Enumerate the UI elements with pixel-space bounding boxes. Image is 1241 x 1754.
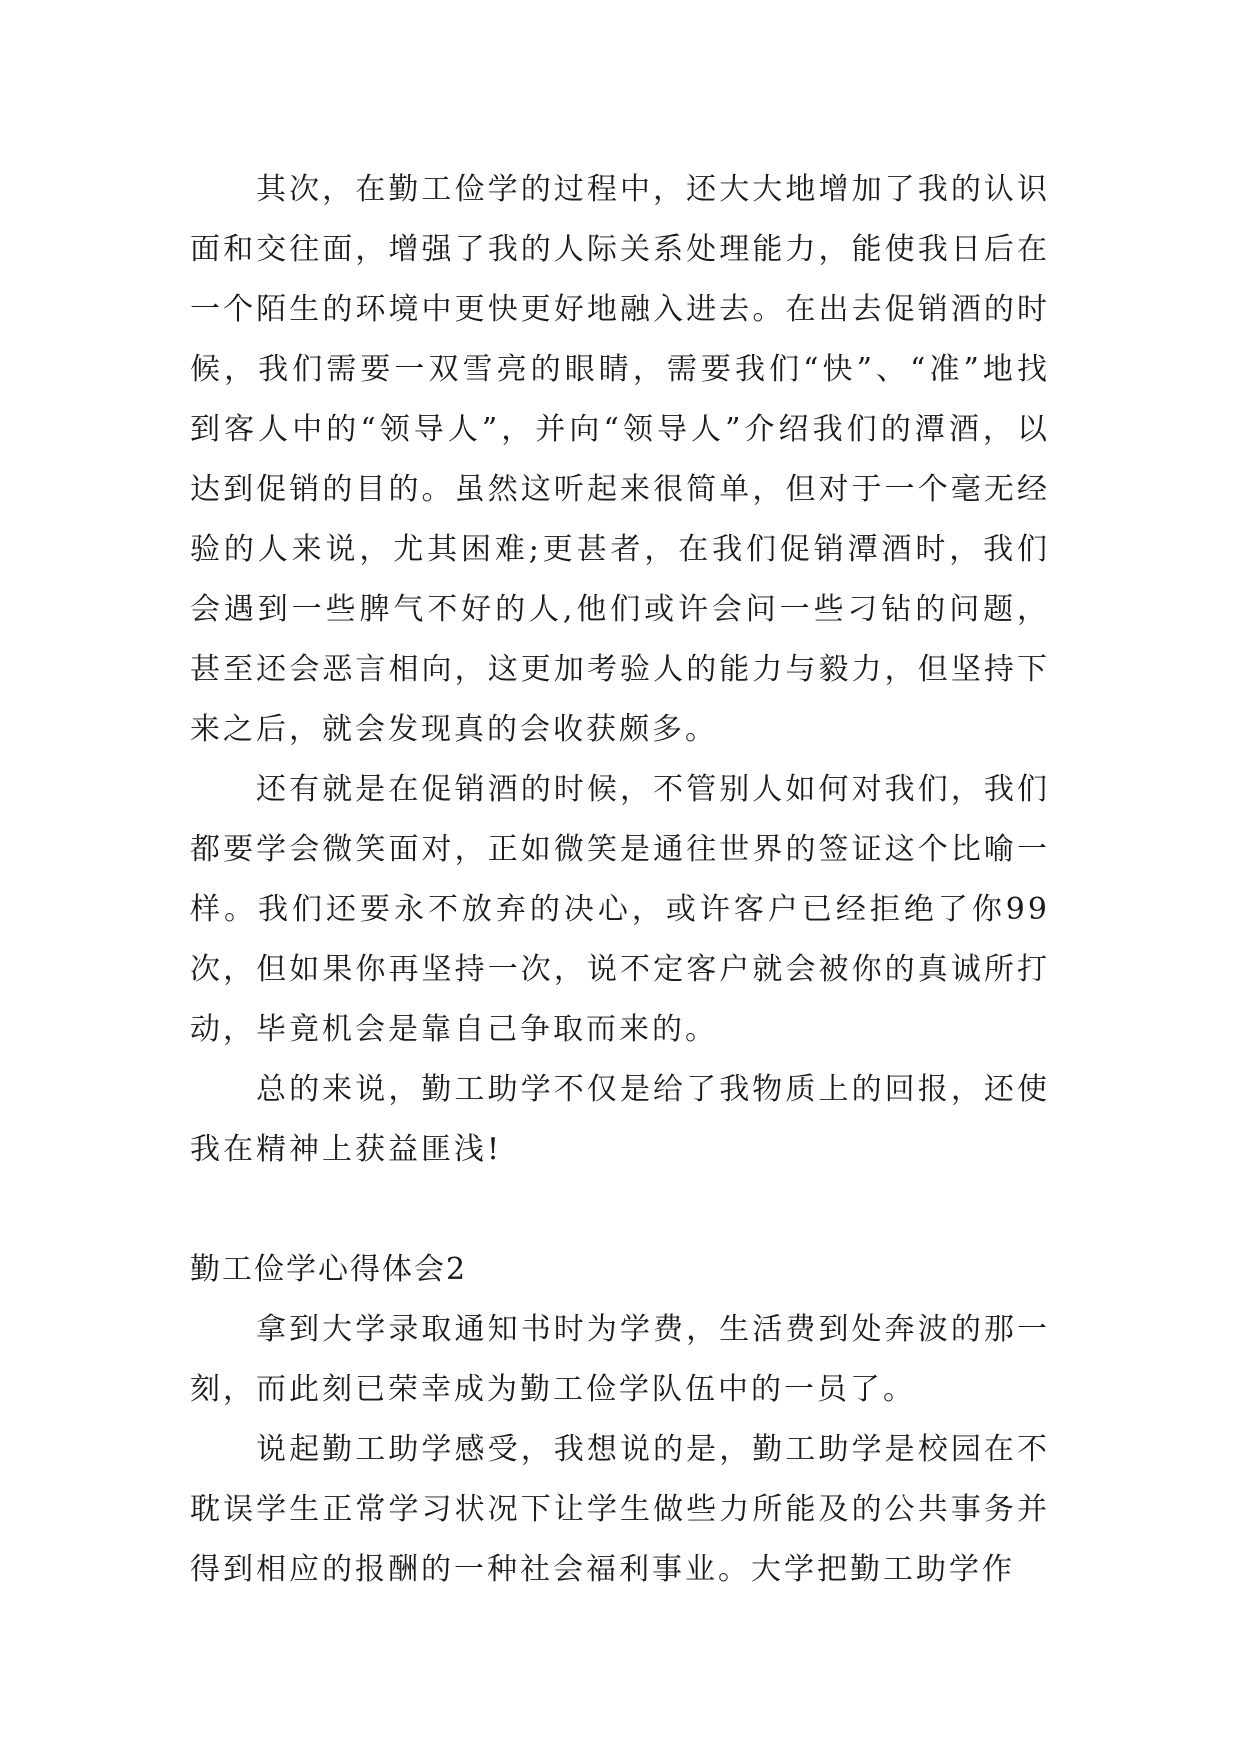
paragraph-work-study-definition: 说起勤工助学感受，我想说的是，勤工助学是校园在不耽误学生正常学习状况下让学生做些力所能及的公共事务并得到相应的报酬的一种社会福利事业。大学把勤工助学作 — [190, 1432, 1050, 1587]
document-page — [190, 160, 1050, 1600]
paragraph-summary: 总的来说，勤工助学不仅是给了我物质上的回报，还使我在精神上获益匪浅! — [190, 1072, 1050, 1167]
paragraph-admission-letter: 拿到大学录取通知书时为学费，生活费到处奔波的那一刻，而此刻已荣幸成为勤工俭学队伍中的一员了。 — [190, 1312, 1050, 1407]
paragraph-smile-persist: 还有就是在促销酒的时候，不管别人如何对我们，我们都要学会微笑面对，正如微笑是通往世界的签证这个比喻一样。我们还要永不放弃的决心，或许客户已经拒绝了你99次，但如果你再坚持一次，说不定客户就会被你的真诚所打动，毕竟机会是靠自己争取而来的。 — [190, 772, 1050, 1047]
section-spacer — [190, 1180, 1050, 1240]
section-heading: 勤工俭学心得体会2 — [190, 1252, 468, 1287]
paragraph-gains-social-skills: 其次，在勤工俭学的过程中，还大大地增加了我的认识面和交往面，增强了我的人际关系处理能力，能使我日后在一个陌生的环境中更快更好地融入进去。在出去促销酒的时候，我们需要一双雪亮的眼睛，需要我们“快”、“准”地找到客人中的“领导人”，并向“领导人”介绍我们的潭酒，以达到促销的目的。虽然这听起来很简单，但对于一个毫无经验的人来说，尤其困难;更甚者，在我们促销潭酒时，我们会遇到一些脾气不好的人,他们或许会问一些刁钻的问题，甚至还会恶言相向，这更加考验人的能力与毅力，但坚持下来之后，就会发现真的会收获颇多。 — [190, 172, 1050, 747]
